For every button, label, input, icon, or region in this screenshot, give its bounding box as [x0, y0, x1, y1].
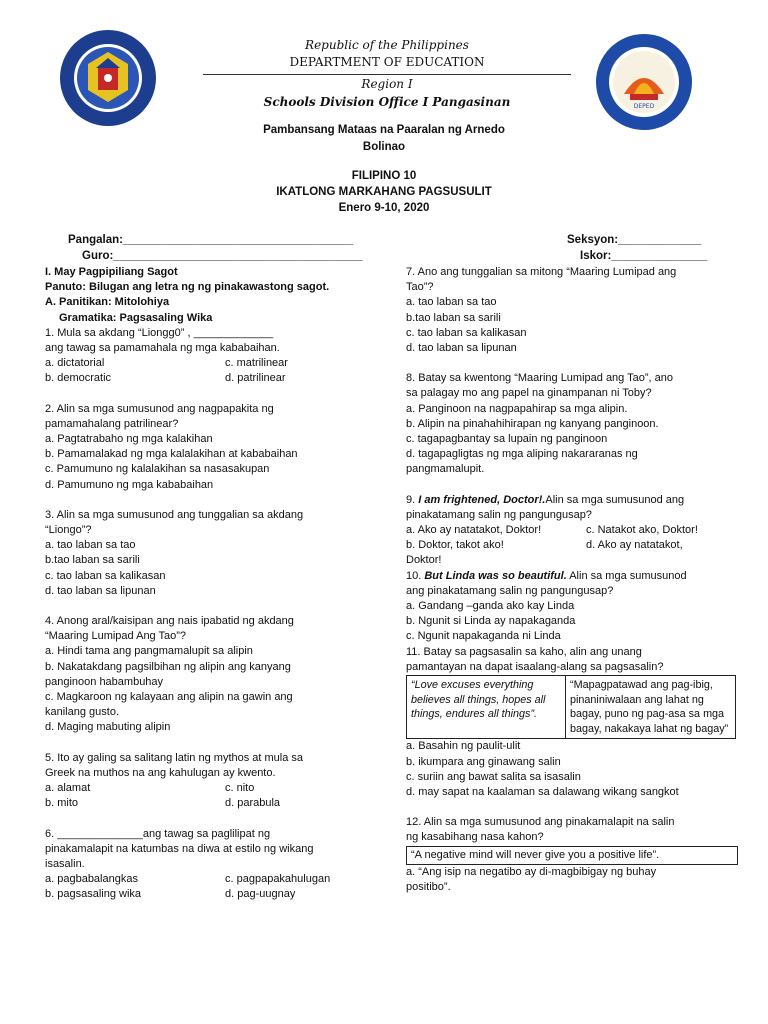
q2-stem: pamamahalang patrilinear? — [45, 417, 179, 430]
q7-stem: 7. Ano ang tunggalian sa mitong “Maaring Lumipad ang — [406, 266, 677, 278]
option[interactable]: d. may sapat na kaalaman sa dalawang wikang sangkot — [406, 786, 679, 799]
q5-stem: Greek na muthos na ang kahulugan ay kwento. — [45, 766, 276, 779]
q10-number: 10. — [406, 569, 425, 582]
q11-stem: 11. Batay sa pagsasalin sa kaho, alin ang unang — [406, 645, 642, 658]
option[interactable]: d. tagapagligtas ng mga aliping nakararanas ng — [406, 448, 638, 461]
q10-english: But Linda was so beautiful. — [424, 569, 567, 582]
q6-options — [45, 887, 390, 902]
option[interactable]: b. pagsasaling wika — [45, 888, 142, 901]
q11-translation-box — [406, 675, 736, 739]
option[interactable]: b. Ngunit si Linda ay napakaganda — [406, 615, 576, 628]
q3-stem: “Liongo”? — [45, 524, 92, 537]
option[interactable]: c. Magkaroon ng kalayaan ang alipin na gawin ang — [45, 691, 293, 704]
department-line: DEPARTMENT OF EDUCATION — [289, 55, 485, 69]
option[interactable]: b. Alipin na pinahahihirapan ng kanyang panginoon. — [406, 417, 659, 430]
seal-inner-text: DEPED — [633, 103, 655, 110]
option[interactable]: b. mito — [45, 797, 79, 810]
q6-options — [45, 872, 390, 887]
option[interactable]: a. “Ang isip na negatibo ay di-magbibigay ng buhay — [406, 865, 657, 878]
option[interactable]: a. Pagtatrabaho ng mga kalakihan — [45, 433, 213, 446]
grammar-topic: Gramatika: Pagsasaling Wika — [59, 311, 213, 324]
q9-number: 9. — [406, 493, 419, 506]
option[interactable]: d. tao laban sa lipunan — [45, 584, 156, 597]
option[interactable]: c. Pamumuno ng kalalakihan sa nasasakupan — [45, 463, 270, 476]
q10-stem — [406, 569, 746, 584]
option[interactable]: d. pag-uugnay — [225, 888, 296, 901]
teacher-field[interactable]: Guro:_______________________________________ — [82, 250, 363, 262]
q8-stem: 8. Batay sa kwentong “Maaring Lumipad ang Tao”, ano — [406, 372, 674, 385]
school-town: Bolinao — [362, 141, 406, 153]
q6-stem: pinakamalapit na katumbas na diwa at estilo ng wikang — [45, 842, 314, 855]
q10-stem: ang pinakatamang salin ng pangungusap? — [406, 584, 614, 597]
deped-seal — [58, 28, 158, 128]
option-cont: pangmamalupit. — [406, 463, 485, 476]
q9-options — [406, 538, 746, 553]
exam-title: IKATLONG MARKAHANG PAGSUSULIT — [276, 186, 492, 198]
q1-stem: ang tawag sa pamamahala ng mga kababaihan. — [45, 342, 280, 355]
option[interactable]: b. Pamamalakad ng mga kalalakihan at kababaihan — [45, 448, 298, 461]
q5-options — [45, 796, 390, 811]
option[interactable]: c. tagapagbantay sa lupain ng panginoon — [406, 433, 608, 446]
q1-options — [45, 356, 390, 371]
header-rule — [203, 74, 571, 75]
q9-options — [406, 523, 746, 538]
option[interactable]: a. dictatorial — [45, 357, 105, 370]
option[interactable]: a. alamat — [45, 782, 91, 795]
option[interactable]: c. tao laban sa kalikasan — [406, 326, 527, 339]
score-field[interactable]: Iskor:_______________ — [580, 250, 708, 262]
translated-text: “Mapagpatawad ang pag-ibig, pinaniniwalaan ang lahat ng bagay, puno ng pag-asa sa mga bagay, nakakaya lahat ng bagay” — [566, 676, 736, 739]
q4-stem: 4. Anong aral/kaisipan ang nais ipabatid ng akdang — [45, 615, 294, 628]
q12-quote-box: “A negative mind will never give you a positive life”. — [406, 846, 738, 865]
option[interactable]: a. tao laban sa tao — [45, 539, 136, 552]
option[interactable]: b. Nakatakdang pagsilbihan ng alipin ang kanyang — [45, 660, 291, 673]
option-cont: Doktor! — [406, 554, 442, 567]
option[interactable]: a. Basahin ng paulit-ulit — [406, 740, 521, 753]
option[interactable]: a. Panginoon na nagpapahirap sa mga alipin. — [406, 402, 628, 415]
part-title: I. May Pagpipiliang Sagot — [45, 266, 178, 278]
q12-stem: 12. Alin sa mga sumusunod ang pinakamalapit na salin — [406, 816, 675, 829]
q6-stem: 6. ______________ang tawag sa paglilipat ng — [45, 827, 271, 840]
q7-stem: Tao”? — [406, 281, 434, 294]
q10-rest: Alin sa mga sumusunod — [566, 569, 687, 582]
division-line: Schools Division Office I Pangasinan — [263, 95, 511, 109]
option[interactable]: c. pagpapakahulugan — [225, 873, 331, 886]
q8-stem: sa palagay mo ang papel na ginampanan ni Toby? — [406, 387, 652, 400]
option[interactable]: a. Gandang –ganda ako kay Linda — [406, 600, 575, 613]
name-field[interactable]: Pangalan:____________________________________ — [68, 234, 354, 246]
q1-options — [45, 371, 390, 386]
option[interactable]: c. suriin ang bawat salita sa isasalin — [406, 770, 581, 783]
q9-english: I am frightened, Doctor!. — [418, 493, 546, 506]
option[interactable]: b. Doktor, takot ako! — [406, 539, 504, 552]
q9-rest: Alin sa mga sumusunod ang — [545, 493, 685, 506]
option[interactable]: d. Maging mabuting alipin — [45, 721, 171, 734]
q12-stem: ng kasabihang nasa kahon? — [406, 831, 544, 844]
option[interactable]: c. nito — [225, 782, 255, 795]
option-cont: panginoon habambuhay — [45, 675, 164, 688]
option[interactable]: b.tao laban sa sarili — [45, 554, 140, 567]
option-cont: positibo”. — [406, 881, 451, 894]
option-cont: kanilang gusto. — [45, 706, 119, 719]
option[interactable]: d. Ako ay natatakot, — [586, 539, 683, 552]
q3-stem: 3. Alin sa mga sumusunod ang tunggalian sa akdang — [45, 508, 304, 521]
region-line: Region I — [361, 77, 413, 91]
q11-stem: pamantayan na dapat isaalang-alang sa pagsasalin? — [406, 660, 664, 673]
option[interactable]: a. pagbabalangkas — [45, 873, 138, 886]
option[interactable]: d. parabula — [225, 797, 281, 810]
section-a: A. Panitikan: Mitolohiya — [45, 296, 170, 309]
left-column — [45, 265, 390, 903]
option[interactable]: c. Natakot ako, Doktor! — [586, 524, 698, 537]
option[interactable]: d. tao laban sa lipunan — [406, 342, 517, 355]
option[interactable]: c. tao laban sa kalikasan — [45, 569, 166, 582]
exam-date: Enero 9-10, 2020 — [338, 202, 430, 214]
q6-stem: isasalin. — [45, 857, 85, 870]
option[interactable]: c. matrilinear — [225, 357, 288, 370]
q9-stem — [406, 493, 746, 508]
q9-stem: pinakatamang salin ng pangungusap? — [406, 508, 592, 521]
right-column — [406, 265, 746, 895]
q2-stem: 2. Alin sa mga sumusunod ang nagpapakita ng — [45, 402, 274, 415]
exam-subject: FILIPINO 10 — [351, 170, 417, 182]
republic-line: Republic of the Philippines — [305, 38, 469, 52]
option[interactable]: b. democratic — [45, 372, 112, 385]
option[interactable]: a. Hindi tama ang pangmamalupit sa alipin — [45, 645, 253, 658]
source-text: “Love excuses everything believes all things, hopes all things, endures all things”. — [407, 676, 566, 739]
option[interactable]: d. patrilinear — [225, 372, 286, 385]
option[interactable]: a. Ako ay natatakot, Doktor! — [406, 524, 542, 537]
option[interactable]: a. tao laban sa tao — [406, 296, 497, 309]
option[interactable]: b. ikumpara ang ginawang salin — [406, 755, 561, 768]
option[interactable]: b.tao laban sa sarili — [406, 311, 501, 324]
q5-stem: 5. Ito ay galing sa salitang latin ng mythos at mula sa — [45, 751, 304, 764]
q5-options — [45, 781, 390, 796]
option[interactable]: d. Pamumuno ng mga kababaihan — [45, 478, 214, 491]
sdo-pangasinan-seal — [594, 32, 694, 132]
directions: Panuto: Bilugan ang letra ng ng pinakawastong sagot. — [45, 281, 330, 294]
section-field[interactable]: Seksyon:_____________ — [567, 234, 702, 246]
school-name: Pambansang Mataas na Paaralan ng Arnedo — [263, 124, 505, 136]
q1-stem: 1. Mula sa akdang “Liongg0” , _____________ — [45, 326, 274, 339]
option[interactable]: c. Ngunit napakaganda ni Linda — [406, 630, 561, 643]
q4-stem: “Maaring Lumipad Ang Tao”? — [45, 630, 187, 643]
